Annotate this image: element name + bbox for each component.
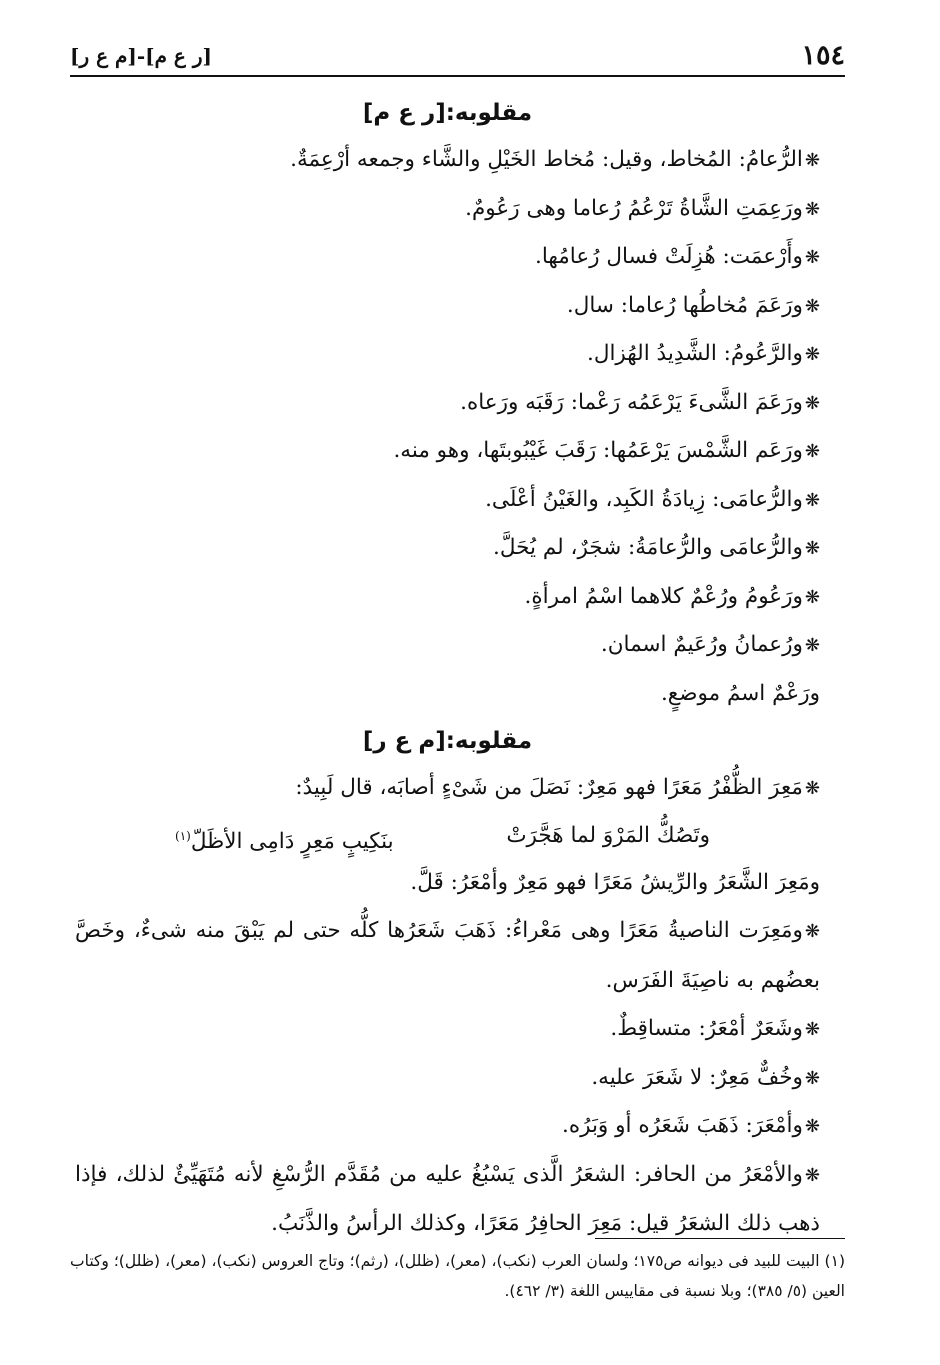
page-header — [70, 40, 845, 76]
entry — [75, 379, 820, 428]
entry-star-icon: ❋ — [804, 1164, 820, 1186]
entry — [75, 1102, 820, 1151]
poetry-verse — [75, 813, 820, 859]
entry-star-icon: ❋ — [804, 921, 820, 942]
entry-text: والرَّعُومُ: الشَّدِيدُ الهُزال. — [586, 341, 803, 366]
paragraph-entry — [75, 1151, 820, 1249]
entry-star-icon: ❋ — [804, 778, 820, 799]
entry — [75, 427, 820, 476]
footnote-marker: (١) — [175, 828, 191, 843]
entry-star-icon: ❋ — [804, 295, 820, 317]
footnotes — [70, 1246, 845, 1306]
entry-star-icon: ❋ — [804, 150, 820, 171]
entry-text: وخُفٌّ مَعِرٌ: لا شَعَرَ عليه. — [591, 1064, 803, 1090]
entry-text: مَعِرَ الظُّفْرُ مَعَرًا فهو مَعِرٌ: نَصَلَ من شَىْءٍ أصابَه، قال لَبِيدٌ: — [295, 775, 803, 800]
entry-star-icon: ❋ — [804, 198, 820, 220]
footnote: (١) البيت للبيد فى ديوانه ص١٧٥؛ ولسان العرب (نكب)، (معر)، (ظلل)، (رثم)؛ وتاج العروس (نكب)، (معر)، (ظلل)؛ وكتاب العين (٥/ ٣٨٥)؛ وبلا نسبة فى مقاييس اللغة (٣/ ٤٦٢). — [70, 1252, 845, 1300]
entry — [75, 573, 820, 622]
entry-text: والرُّعامَى: زِيادَةُ الكَبِد، والغَيْنُ أعْلَى. — [485, 486, 803, 512]
paragraph-text: ومَعِرَت الناصيةُ مَعَرًا وهى مَعْراءُ: ذَهَبَ شَعَرُها كلُّه حتى لم يَبْقَ منه شىءٌ، وخَصَّ بعضُهم به ناصِيَةَ الفَرَس. — [75, 918, 820, 993]
entry — [75, 185, 820, 234]
entry — [75, 764, 820, 813]
entry-last-line: ورَعْمٌ اسمُ موضعٍ. — [660, 680, 820, 706]
entry-star-icon: ❋ — [804, 489, 820, 511]
running-head: [ر ع م]-[م ع ر] — [70, 44, 212, 68]
entry-text: ورَعَمَ الشَّىءَ يَرْعَمُه رَعْما: رَقَبَه ورَعاه. — [460, 389, 803, 415]
entry-text: الرُّعامُ: المُخاط، وقيل: مُخاط الخَيْلِ والشَّاء وجمعه أرْعِمَةٌ. — [290, 147, 803, 172]
entry-star-icon: ❋ — [804, 586, 820, 608]
entry-star-icon: ❋ — [804, 344, 820, 365]
verse-second-hemistich — [175, 813, 394, 865]
entry-text: ورَعِمَتِ الشَّاةُ تَرْعُمُ رُعاما وهى رَعُومٌ. — [465, 195, 803, 221]
section-heading-raim: مقلوبه:[ر ع م] — [362, 100, 533, 126]
entry-star-icon: ❋ — [804, 247, 820, 268]
header-rule — [70, 75, 845, 77]
entry-text: ورَعَم الشَّمْسَ يَرْعَمُها: رَقَبَ غَيْبُوبتَها، وهو منه. — [393, 438, 803, 463]
verse-second-hemistich-text: بنَكِيبٍ مَعِرٍ دَامِى الأظَلّ — [190, 828, 394, 854]
entry-star-icon: ❋ — [804, 1116, 820, 1137]
entry-text: وأمْعَرَ: ذَهَبَ شَعَرُه أو وَبَرُه. — [561, 1113, 803, 1138]
entry-star-icon: ❋ — [804, 1067, 820, 1089]
paragraph-entry — [75, 907, 820, 1005]
entry — [75, 524, 820, 573]
entry — [75, 282, 820, 331]
entry-text: والرُّعامَى والرُّعامَةُ: شجَرٌ، لم يُحَلَّ. — [493, 535, 803, 560]
entry — [75, 476, 820, 525]
paragraph-text: والأمْعَرُ من الحافر: الشعَرُ الَّذى يَسْبُغُ عليه من مُقَدَّم الرُّسْغِ لأنه مُتَهَيِّئٌ لذلك، فإذا ذهب ذلك الشعَرُ قيل: مَعِرَ الحافِرُ مَعَرًا، وكذلك الرأسُ والذَّنَبُ. — [75, 1161, 820, 1236]
entry-star-icon: ❋ — [804, 1019, 820, 1040]
entry-text: وأَرْعمَت: هُزِلَتْ فسال رُعامُها. — [534, 244, 803, 269]
entry — [75, 136, 820, 185]
entry — [75, 330, 820, 379]
entry-text: ورُعمانُ ورُعَيمٌ اسمان. — [600, 632, 803, 657]
footnote-rule — [595, 1238, 845, 1239]
entry — [75, 1005, 820, 1054]
page-body — [75, 90, 820, 1249]
entry: ومَعِرَ الشَّعَرُ والرِّيشُ مَعَرًا فهو مَعِرٌ وأمْعَرُ: قَلَّ. — [410, 869, 820, 895]
entry-star-icon: ❋ — [804, 538, 820, 559]
entry-list-maar — [75, 764, 820, 1249]
entry-text: ورَعَمَ مُخاطُها رُعاما: سال. — [566, 292, 803, 318]
entry — [75, 1054, 820, 1103]
entry — [75, 621, 820, 670]
entry — [75, 233, 820, 282]
verse-first-hemistich: وتَصُكُّ المَرْوَ لما هَجَّرَتْ — [506, 822, 710, 848]
entry-text: ورَعُومُ ورُعْمٌ كلاهما اسْمُ امرأةٍ. — [524, 583, 803, 609]
section-heading-maar: مقلوبه:[م ع ر] — [362, 728, 533, 754]
entry-text: وشَعَرٌ أمْعَرُ: متساقِطٌ. — [610, 1016, 803, 1041]
page-number: ١٥٤ — [801, 40, 845, 71]
entry-star-icon: ❋ — [804, 635, 820, 656]
entry-list-raim — [75, 136, 820, 718]
entry-star-icon: ❋ — [804, 441, 820, 462]
entry-star-icon: ❋ — [804, 392, 820, 414]
